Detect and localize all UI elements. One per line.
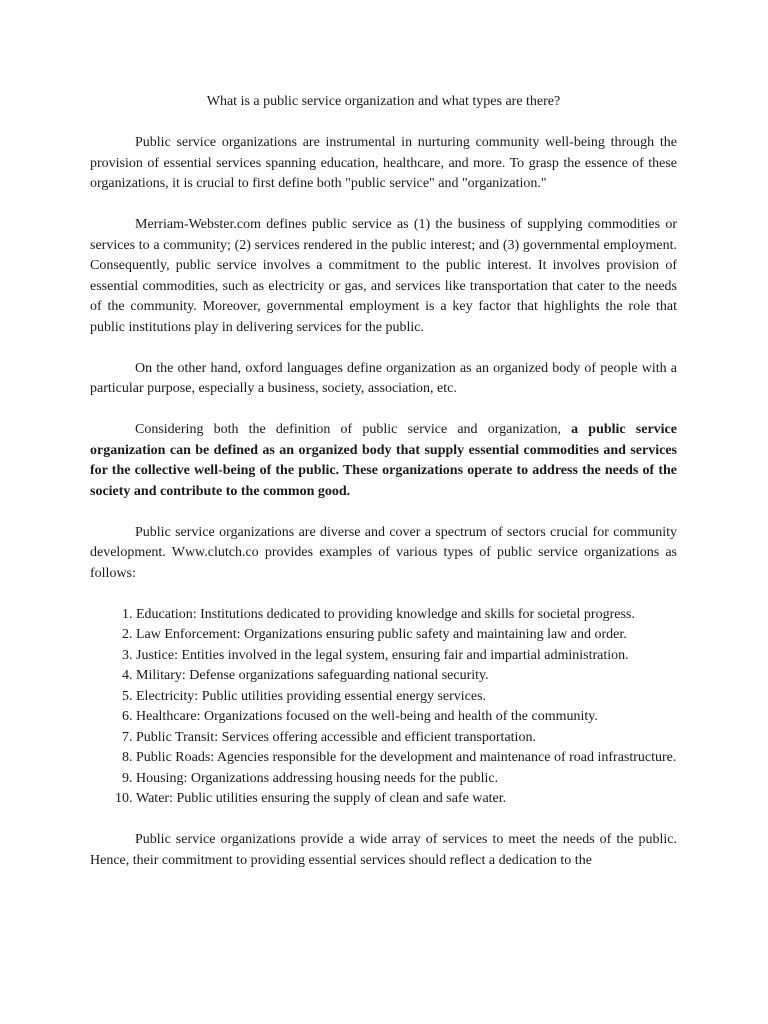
list-item: 10. Water: Public utilities ensuring the supply of clean and safe water. bbox=[136, 789, 677, 810]
list-item: 6. Healthcare: Organizations focused on the well-being and health of the community. bbox=[136, 707, 677, 728]
paragraph-public-service-definition: Merriam-Webster.com defines public service as (1) the business of supplying commodities or services to a community; (2) services rendered in the public interest; and (3) governmental employment. Consequently, public service involves a commitment to the public interest. It involves provision of essential commodities, such as electricity or gas, and services like transportation that cater to the needs of the community. Moreover, governmental employment is a key factor that highlights the role that public institutions play in delivering services for the public. bbox=[90, 217, 677, 335]
list-item: 5. Electricity: Public utilities providing essential energy services. bbox=[136, 687, 677, 708]
paragraph-closing: Public service organizations provide a wide array of services to meet the needs of the public. Hence, their commitment to providing essential services should reflect a dedication to the bbox=[90, 832, 677, 868]
list-item: 2. Law Enforcement: Organizations ensuring public safety and maintaining law and order. bbox=[136, 625, 677, 646]
list-item: 8. Public Roads: Agencies responsible for the development and maintenance of road infrastructure. bbox=[136, 748, 677, 769]
list-item: 7. Public Transit: Services offering accessible and efficient transportation. bbox=[136, 728, 677, 749]
list-item: 4. Military: Defense organizations safeguarding national security. bbox=[136, 666, 677, 687]
paragraph-organization-definition: On the other hand, oxford languages define organization as an organized body of people with a particular purpose, especially a business, society, association, etc. bbox=[90, 360, 677, 396]
paragraph-types-intro: Public service organizations are diverse and cover a spectrum of sectors crucial for community development. Www.clutch.co provides examples of various types of public service organizations as follows: bbox=[90, 524, 677, 581]
combined-definition-bold: a public service organization can be defined as an organized body that supply essential commodities and services for the collective well-being of the public. These organizations operate to address the needs of the society and contribute to the common good. bbox=[90, 422, 677, 499]
list-item: 1. Education: Institutions dedicated to providing knowledge and skills for societal progress. bbox=[136, 605, 677, 626]
combined-definition-intro: Considering both the definition of public service and organization, bbox=[135, 422, 572, 437]
document-page bbox=[90, 92, 677, 871]
document-title: What is a public service organization and what types are there? bbox=[206, 94, 561, 109]
types-list bbox=[90, 605, 677, 810]
paragraph-combined-definition bbox=[90, 420, 677, 502]
list-item: 9. Housing: Organizations addressing housing needs for the public. bbox=[136, 769, 677, 790]
list-item: 3. Justice: Entities involved in the legal system, ensuring fair and impartial administration. bbox=[136, 646, 677, 667]
paragraph-intro: Public service organizations are instrumental in nurturing community well-being through the provision of essential services spanning education, healthcare, and more. To grasp the essence of these organizations, it is crucial to first define both "public service" and "organization." bbox=[90, 135, 677, 191]
